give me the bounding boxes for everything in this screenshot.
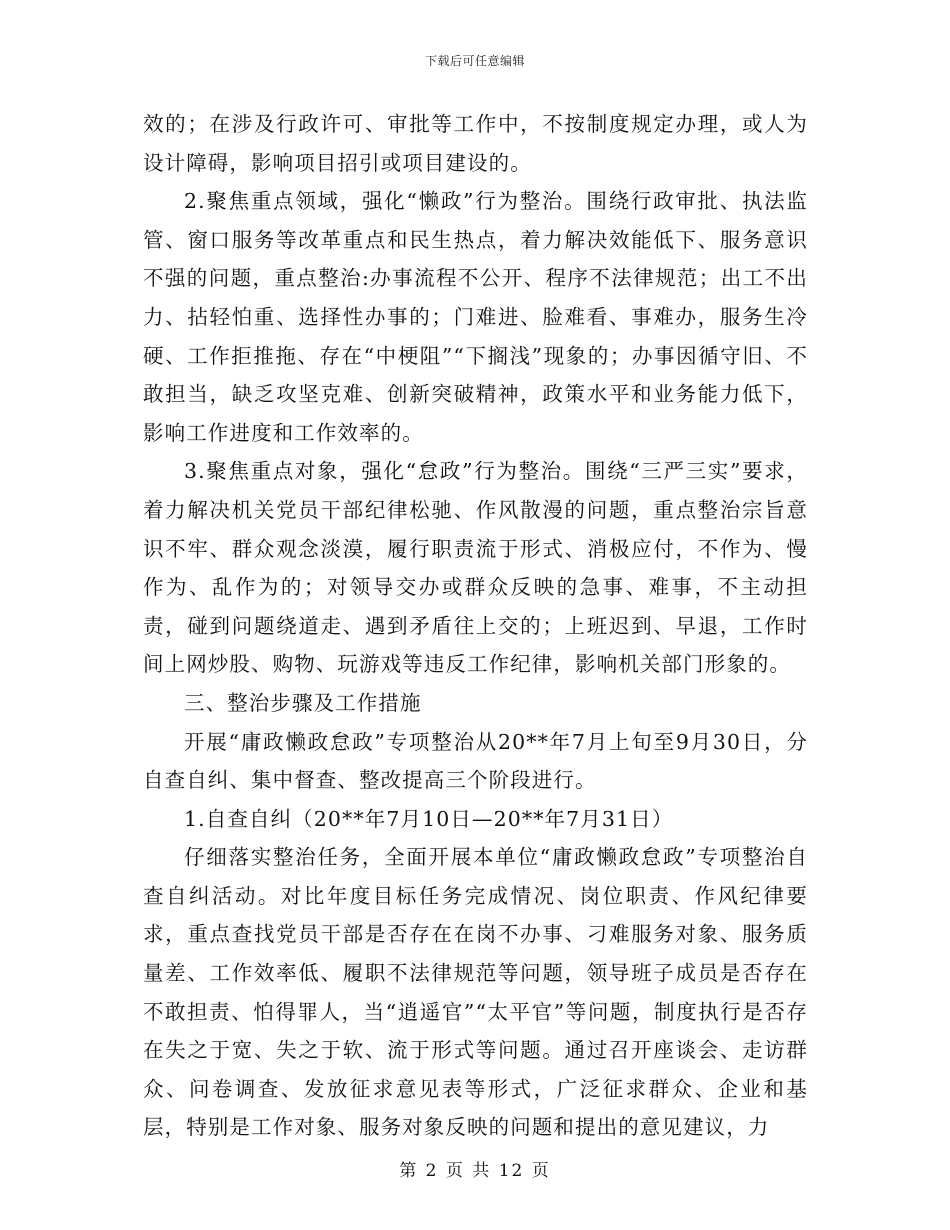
document-body [143,105,808,1147]
section-heading-3: 三、整治步骤及工作措施 [184,690,422,715]
paragraph-item-2: 2.聚焦重点领域，强化“懒政”行为整治。围绕行政审批、执法监管、窗口服务等改革重点和民生热点，着力解决效能低下、服务意识不强的问题，重点整治:办事流程不公开、程序不法律规范；出工不出力、拈轻怕重、选择性办事的；门难进、脸难看、事难办，服务生冷硬、工作拒推拖、存在“中梗阻”“下搁浅”现象的；办事因循守旧、不敢担当，缺乏攻坚克难、创新突破精神，政策水平和业务能力低下，影响工作进度和工作效率的。 [143,189,808,445]
paragraph-self-check: 仔细落实整治任务，全面开展本单位“庸政懒政怠政”专项整治自查自纠活动。对比年度目标任务完成情况、岗位职责、作风纪律要求，重点查找党员干部是否存在在岗不办事、刁难服务对象、服务质量差、工作效率低、履职不法律规范等问题，领导班子成员是否存在不敢担责、怕得罪人，当“逍遥官”“太平官”等问题，制度执行是否存在失之于宽、失之于软、流于形式等问题。通过召开座谈会、走访群众、问卷调查、发放征求意见表等形式，广泛征求群众、企业和基层，特别是工作对象、服务对象反映的问题和提出的意见建议，力 [143,845,808,1140]
paragraph-overview: 开展“庸政懒政怠政”专项整治从20**年7月上旬至9月30日，分自查自纠、集中督查、整改提高三个阶段进行。 [143,729,808,793]
paragraph-continuation: 效的；在涉及行政许可、审批等工作中，不按制度规定办理，或人为设计障碍，影响项目招引或项目建设的。 [143,112,808,175]
paragraph-item-3: 3.聚焦重点对象，强化“怠政”行为整治。围绕“三严三实”要求，着力解决机关党员干部纪律松驰、作风散漫的问题，重点整治宗旨意识不牢、群众观念淡漠，履行职责流于形式、消极应付，不作为、慢作为、乱作为的；对领导交办或群众反映的急事、难事，不主动担责，碰到问题绕道走、遇到矛盾往上交的；上班迟到、早退，工作时间上网炒股、购物、玩游戏等违反工作纪律，影响机关部门形象的。 [143,459,808,677]
page-header-note: 下载后可任意编辑 [424,54,525,68]
page-number: 第 2 页 共 12 页 [399,1161,551,1181]
subheading-self-check: 1.自查自纠（20**年7月10日—20**年7月31日） [184,806,674,831]
